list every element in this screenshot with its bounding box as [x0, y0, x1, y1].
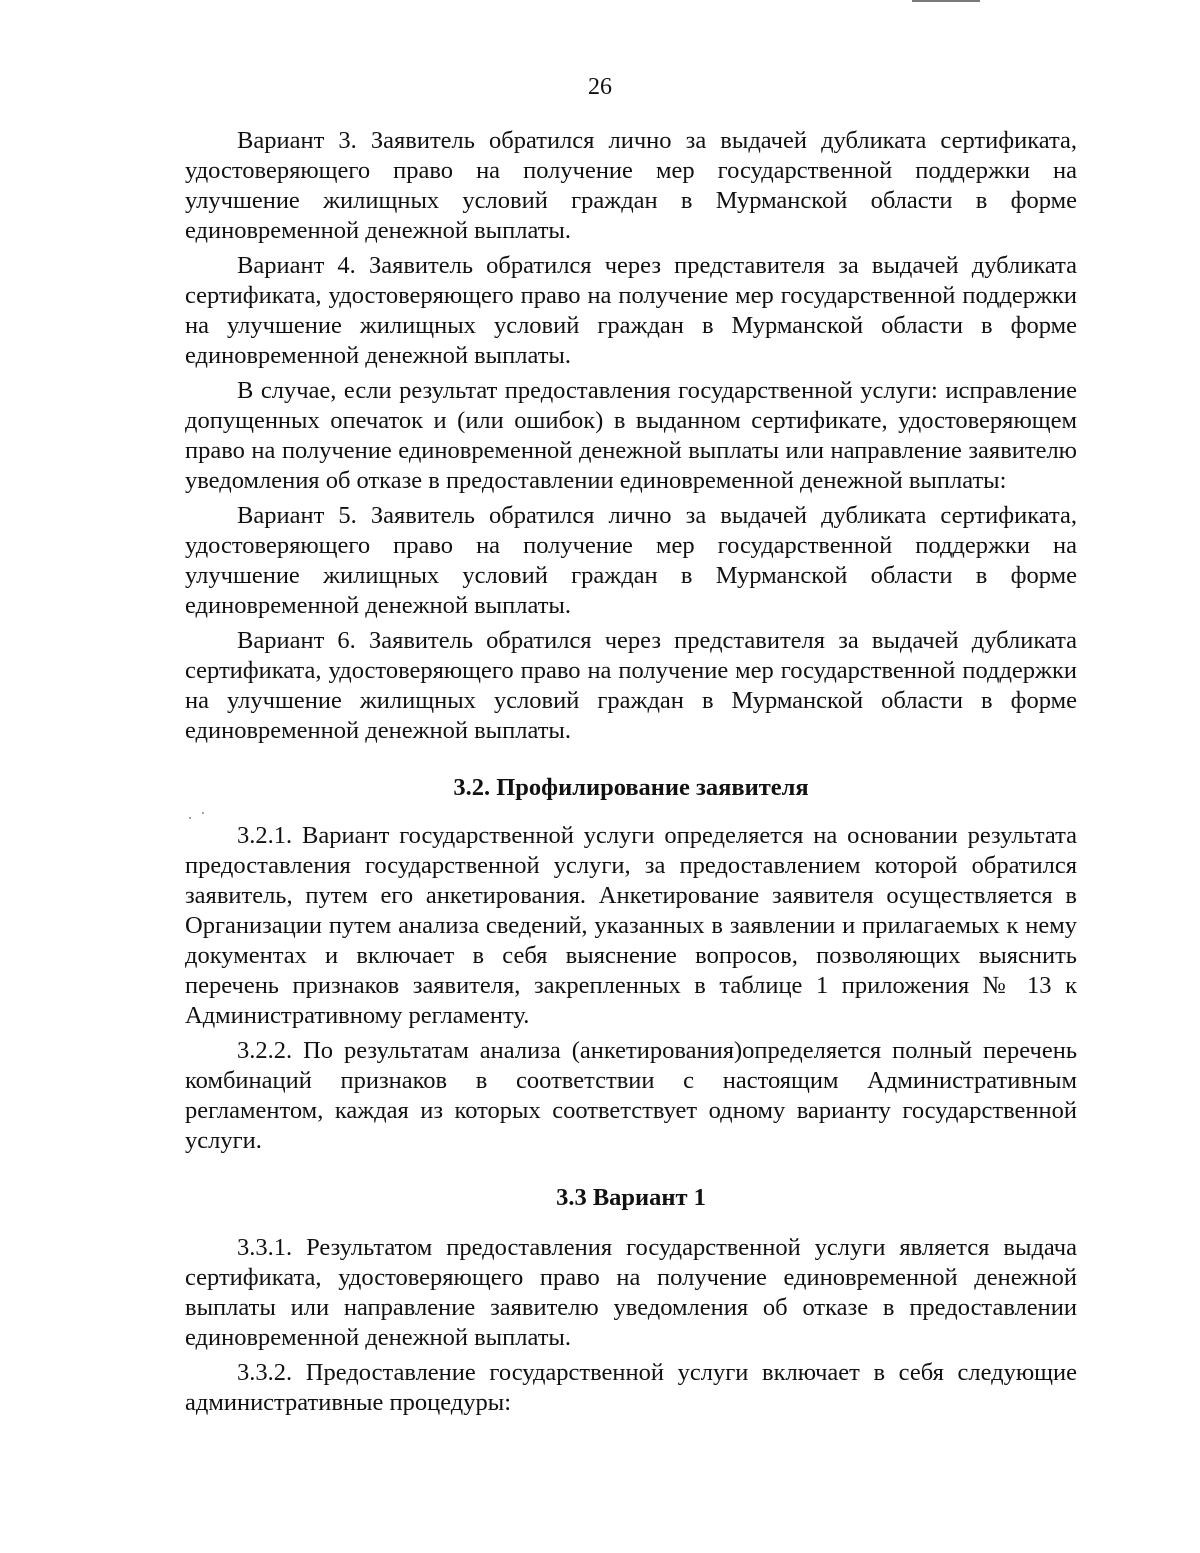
- paragraph-in-case: В случае, если результат предоставления государственной услуги: исправление допущенных опечаток и (или ошибок) в выданном сертификате, удостоверяющем право на получение единовременной денежной выплаты или направление заявителю уведомления об отказе в предоставлении единовременной денежной выплаты:: [185, 377, 1077, 494]
- document-body: [185, 126, 1077, 1423]
- top-edge-rule: [912, 0, 980, 2]
- paragraph-3-3-1: 3.3.1. Результатом предоставления государственной услуги является выдача сертификата, удостоверяющего право на получение единовременной денежной выплаты или направление заявителю уведомления об отказе в предоставлении единовременной денежной выплаты.: [185, 1234, 1077, 1351]
- paragraph-variant-5: Вариант 5. Заявитель обратился лично за выдачей дубликата сертификата, удостоверяющего право на получение мер государственной поддержки на улучшение жилищных условий граждан в Мурманской области в форме единовременной денежной выплаты.: [185, 502, 1077, 619]
- paragraph-variant-3: Вариант 3. Заявитель обратился лично за выдачей дубликата сертификата, удостоверяющего право на получение мер государственной поддержки на улучшение жилищных условий граждан в Мурманской области в форме единовременной денежной выплаты.: [185, 127, 1077, 244]
- paragraph-variant-4: Вариант 4. Заявитель обратился через представителя за выдачей дубликата сертификата, удостоверяющего право на получение мер государственной поддержки на улучшение жилищных условий граждан в Мурманской области в форме единовременной денежной выплаты.: [185, 252, 1077, 369]
- paragraph-variant-6: Вариант 6. Заявитель обратился через представителя за выдачей дубликата сертификата, удостоверяющего право на получение мер государственной поддержки на улучшение жилищных условий граждан в Мурманской области в форме единовременной денежной выплаты.: [185, 627, 1077, 744]
- heading-profiling: 3.2. Профилирование заявителя: [453, 774, 809, 801]
- paragraph-3-3-2: 3.3.2. Предоставление государственной услуги включает в себя следующие административные процедуры:: [185, 1359, 1077, 1416]
- heading-variant-1: 3.3 Вариант 1: [556, 1184, 706, 1211]
- paragraph-3-2-1: 3.2.1. Вариант государственной услуги определяется на основании результата предоставления государственной услуги, за предоставлением которой обратился заявитель, путем его анкетирования. Анкетирование заявителя осуществляется в Организации путем анализа сведений, указанных в заявлении и прилагаемых к нему документах и включает в себя выяснение вопросов, позволяющих выяснить перечень признаков заявителя, закрепленных в таблице 1 приложения № 13 к Административному регламенту.: [185, 822, 1077, 1029]
- paragraph-3-2-2: 3.2.2. По результатам анализа (анкетирования)определяется полный перечень комбинаций признаков в соответствии с настоящим Административным регламентом, каждая из которых соответствует одному варианту государственной услуги.: [185, 1037, 1077, 1154]
- page-number: 26: [588, 74, 612, 100]
